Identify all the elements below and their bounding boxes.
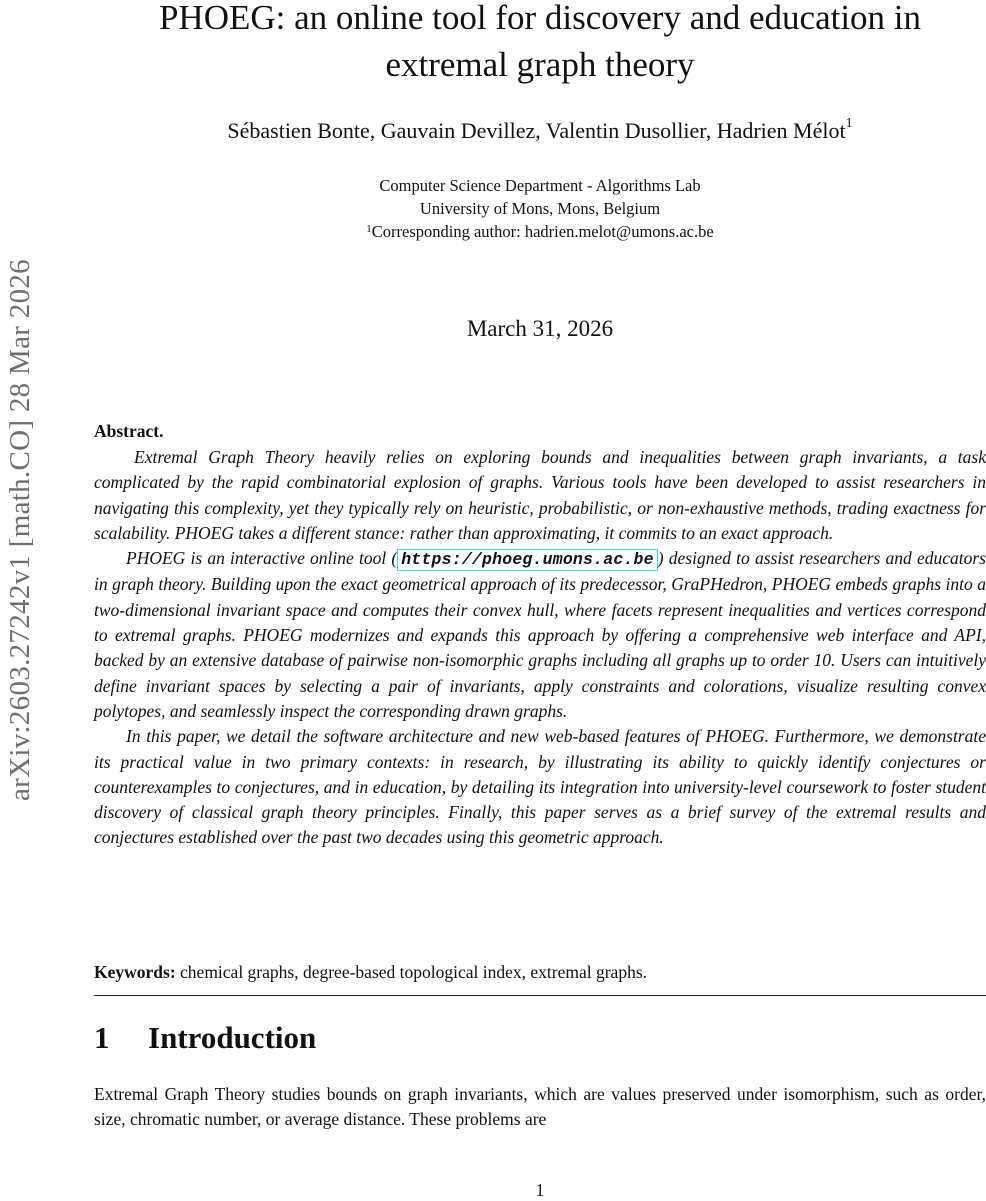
affiliation-university: University of Mons, Mons, Belgium bbox=[419, 199, 661, 218]
section-heading-introduction bbox=[94, 1020, 316, 1056]
corresponding-author bbox=[60, 220, 986, 243]
keywords-line bbox=[94, 962, 647, 983]
keywords-text: chemical graphs, degree-based topological index, extremal graphs. bbox=[175, 962, 648, 982]
abstract-paragraph-3: In this paper, we detail the software architecture and new web-based features of PHOEG. Furthermore, we demonstrate its practical value in two primary contexts: in research, by illustrating its ability to quickly identify conjectures or counterexamples to conjectures, and in education, by detailing its integration into university-level coursework to foster student discovery of classical graph theory principles. Finally, this paper serves as a brief survey of the extremal results and conjectures established over the past two decades using this geometric approach. bbox=[94, 726, 986, 848]
affiliation-department: Computer Science Department - Algorithms Lab bbox=[379, 176, 701, 195]
introduction-body bbox=[94, 1082, 986, 1133]
author-footnote-mark: 1 bbox=[845, 116, 853, 131]
abstract-body bbox=[94, 445, 986, 851]
abstract-paragraph-1: Extremal Graph Theory heavily relies on exploring bounds and inequalities between graph invariants, a task complicated by the rapid combinatorial explosion of graphs. Various tools have been developed to assist researchers in navigating this complexity, yet they typically rely on heuristic, probabilistic, or non-exhaustive methods, trading exactness for scalability. PHOEG takes a different stance: rather than approximating, it commits to an exact approach. bbox=[94, 447, 986, 543]
phoeg-url-link[interactable]: https://phoeg.umons.ac.be bbox=[397, 549, 658, 571]
corresponding-mark: 1 bbox=[366, 223, 372, 235]
section-divider bbox=[94, 995, 986, 996]
keywords-label: Keywords: bbox=[94, 962, 176, 982]
abstract-p2-after: ) designed to assist researchers and educators in graph theory. Building upon the exact geometrical approach of its predecessor, GraPHedron, PHOEG embeds graphs into a two-dimensional invariant space and computes their convex hull, where facets represent inequalities and vertices correspond to extremal graphs. PHOEG modernizes and expands this approach by offering a comprehensive web interface and API, backed by an extensive database of pairwise non-isomorphic graphs including all graphs up to order 10. Users can intuitively define invariant spaces by selecting a pair of invariants, apply constraints and colorations, visualize resulting convex polytopes, and seamlessly inspect the corresponding drawn graphs. bbox=[94, 548, 986, 721]
page-number: 1 bbox=[535, 1180, 545, 1200]
title-line-2: extremal graph theory bbox=[385, 45, 695, 84]
title-line-1: PHOEG: an online tool for discovery and education in bbox=[158, 0, 922, 37]
corresponding-author-text: Corresponding author: hadrien.melot@umons.ac.be bbox=[371, 222, 714, 241]
abstract-paragraph-2 bbox=[94, 546, 986, 724]
author-list bbox=[60, 118, 986, 144]
section-title: Introduction bbox=[148, 1020, 317, 1055]
arxiv-identifier: arXiv:2603.27242v1 [math.CO] 28 Mar 2026 bbox=[4, 259, 36, 801]
paper-title bbox=[60, 0, 986, 88]
affiliation-block bbox=[60, 174, 986, 243]
author-names: Sébastien Bonte, Gauvain Devillez, Valentin Dusollier, Hadrien Mélot bbox=[227, 118, 846, 143]
section-number: 1 bbox=[94, 1020, 110, 1055]
abstract-heading: Abstract. bbox=[94, 421, 164, 441]
paper-date: March 31, 2026 bbox=[466, 316, 614, 341]
intro-paragraph-1: Extremal Graph Theory studies bounds on graph invariants, which are values preserved under isomorphism, such as order, size, chromatic number, or average distance. These problems are bbox=[94, 1084, 986, 1130]
abstract-p2-before: PHOEG is an interactive online tool ( bbox=[126, 548, 398, 569]
